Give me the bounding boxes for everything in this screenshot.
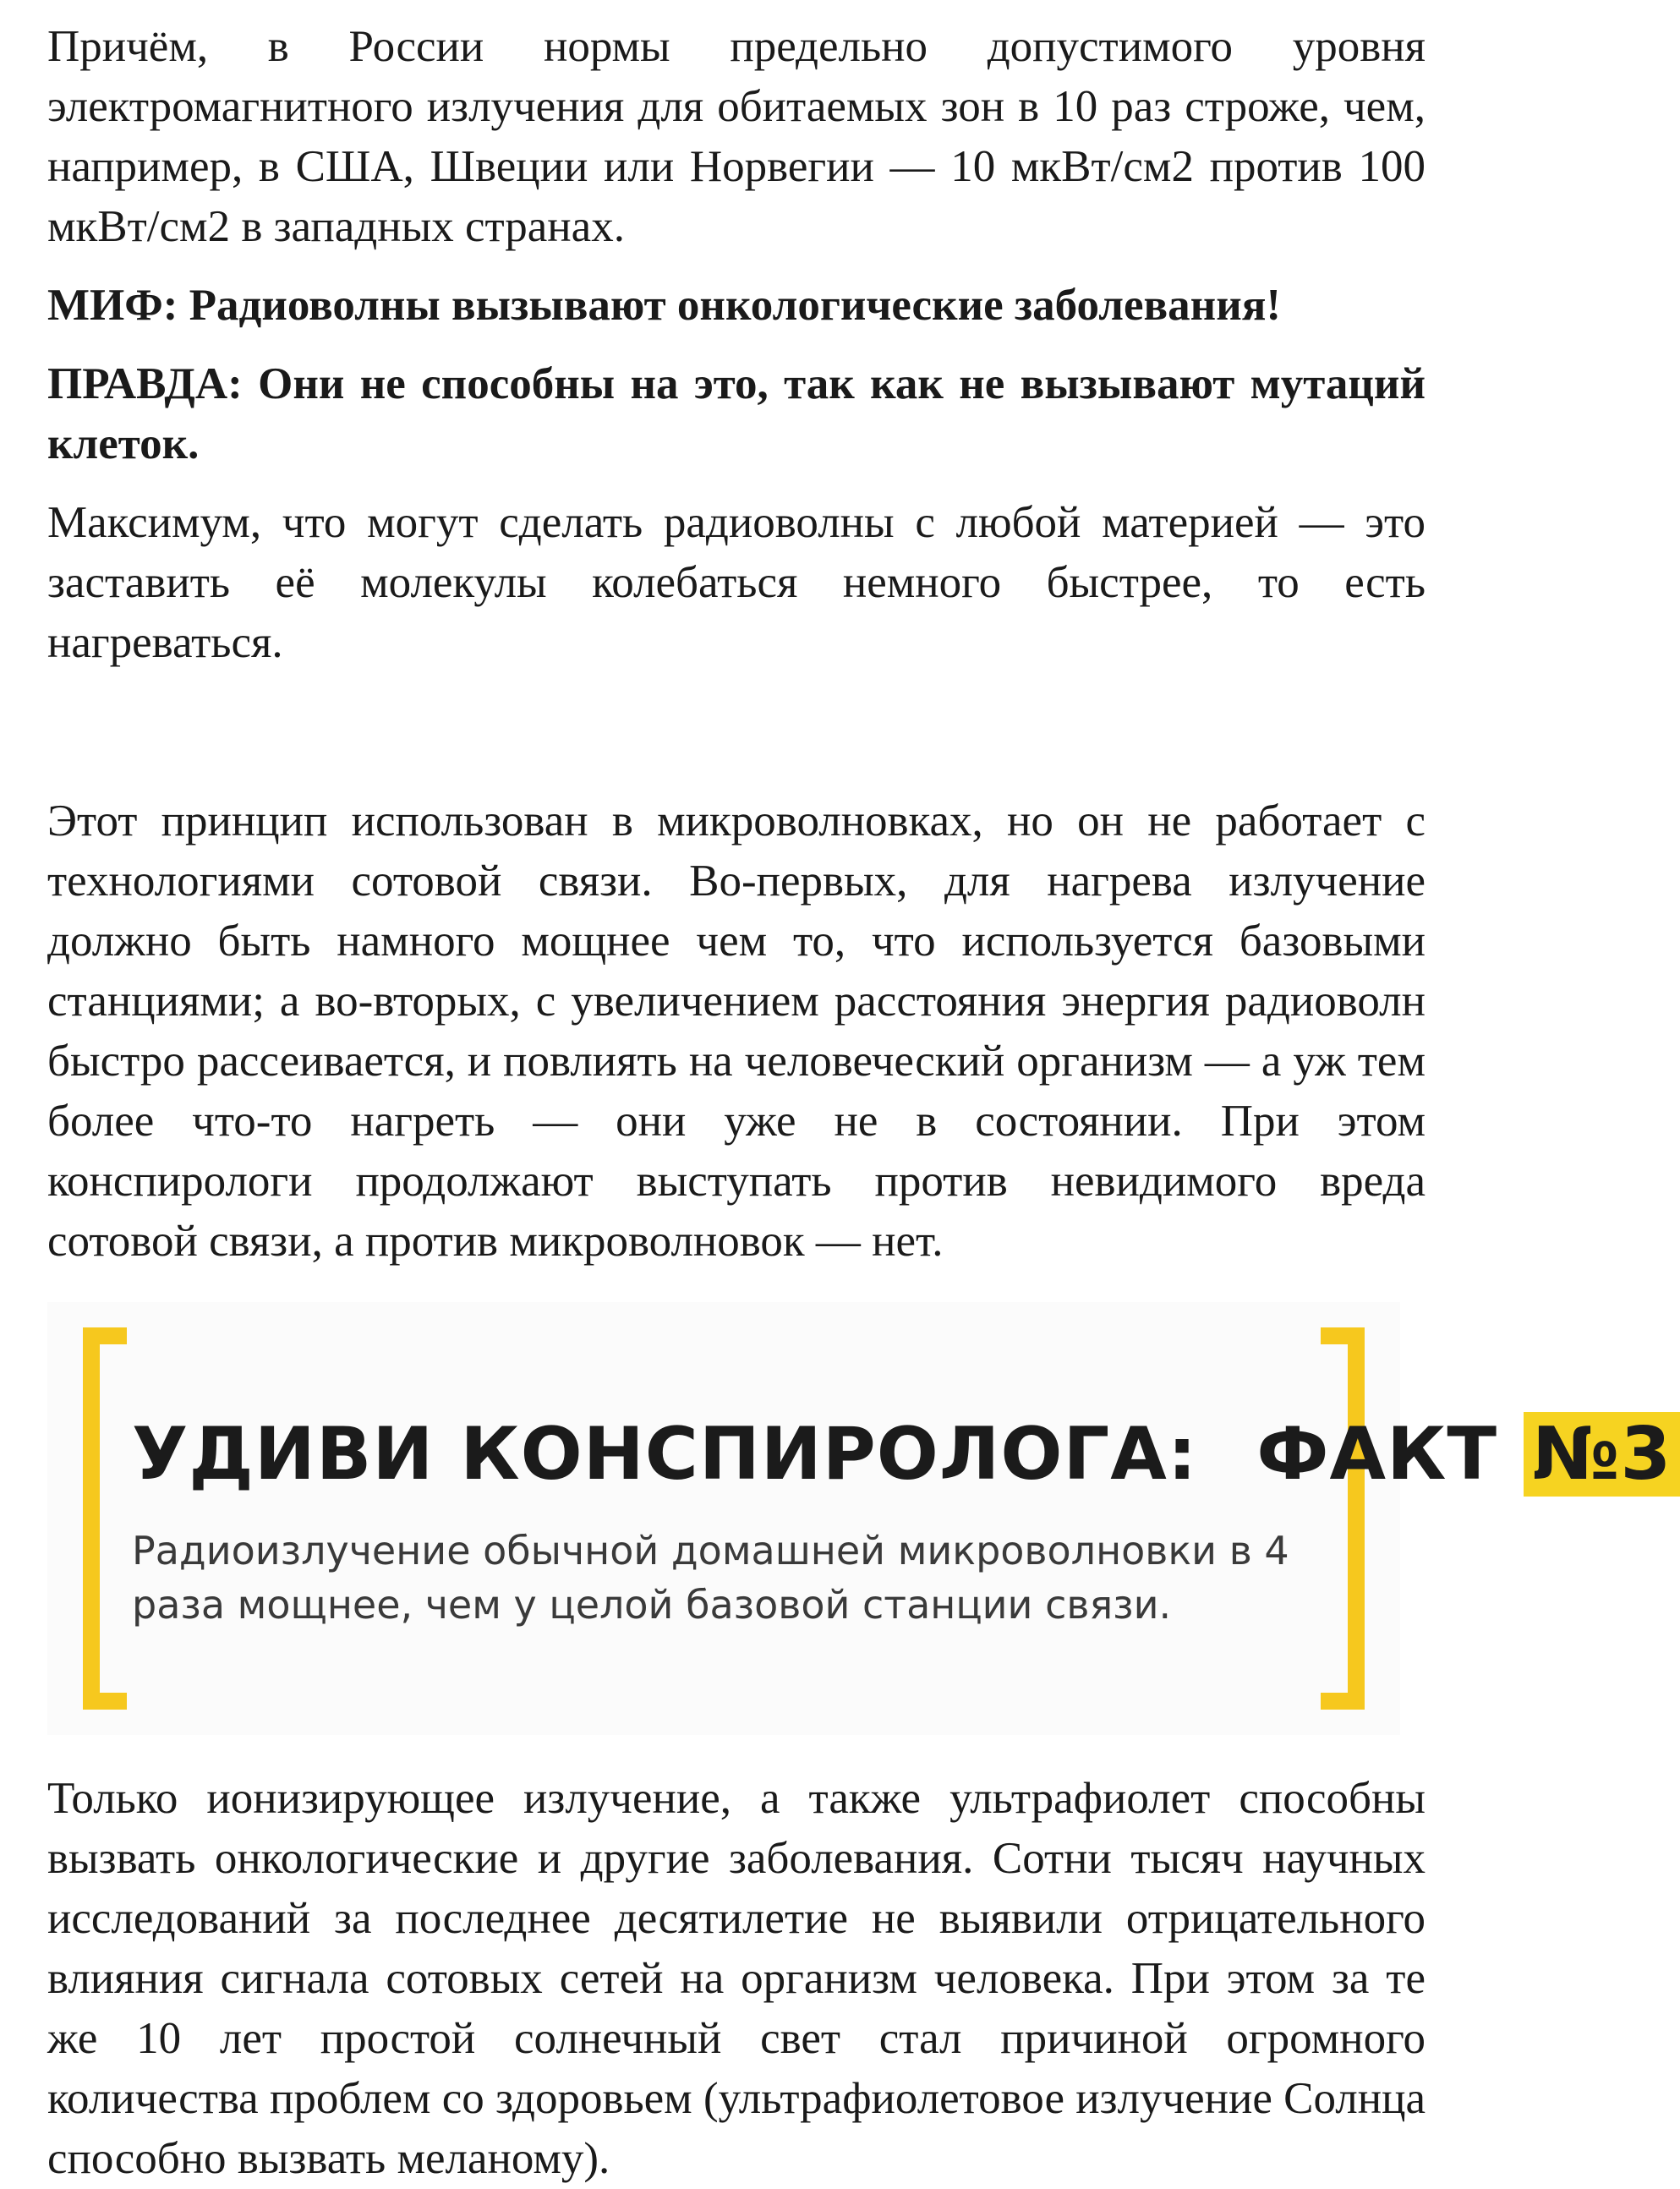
fact-label: ФАКТ xyxy=(1256,1412,1498,1497)
fact-title xyxy=(132,1412,1680,1497)
paragraph-radiowaves-heating: Максимум, что могут сделать радиоволны с любой материей — это заставить её молекулы колебаться немного быстрее, то есть нагреваться. xyxy=(47,498,1426,667)
right-bracket-decoration xyxy=(1321,1327,1365,1710)
fact-text: Радиоизлучение обычной домашней микроволновки в 4 раза мощнее, чем у целой базовой станции связи. xyxy=(132,1528,1289,1628)
myth-heading: МИФ: Радиоволны вызывают онкологические заболевания! xyxy=(47,281,1282,330)
left-bracket-decoration xyxy=(83,1327,127,1710)
paragraph-radiation-norms: Причём, в России нормы предельно допустимого уровня электромагнитного излучения для обитаемых зон в 10 раз строже, чем, например, в США, Швеции или Норвегии — 10 мкВт/см2 против 100 мкВт/см2 в западных странах. xyxy=(47,22,1426,251)
paragraph-microwave-principle: Этот принцип использован в микроволновках, но он не работает с технологиями сотовой связи. Во-первых, для нагрева излучение должно быть намного мощнее чем то, что используется базовыми станциями; а во-вторых, с увеличением расстояния энергия радиоволн быстро рассеивается, и повлиять на человеческий организм — а уж тем более что-то нагреть — они уже не в состоянии. При этом конспирологи продолжают выступать против невидимого вреда сотовой связи, а против микроволновок — нет. xyxy=(47,796,1426,1266)
fact-number-badge: №3 xyxy=(1524,1412,1680,1497)
document-page xyxy=(47,17,1672,2189)
truth-heading: ПРАВДА: Они не способны на это, так как не вызывают мутаций клеток. xyxy=(47,359,1426,468)
paragraph-ionizing-radiation: Только ионизирующее излучение, а также ультрафиолет способны вызвать онкологические и другие заболевания. Сотни тысяч научных исследований за последнее десятилетие не выявили отрицательного влияния сигнала сотовых сетей на организм человека. При этом за те же 10 лет простой солнечный свет стал причиной огромного количества проблем со здоровьем (ультрафиолетовое излучение Солнца способно вызвать меланому). xyxy=(47,1774,1426,2183)
fact-title-text: УДИВИ КОНСПИРОЛОГА: xyxy=(132,1412,1198,1497)
fact-banner xyxy=(47,1302,1672,1735)
